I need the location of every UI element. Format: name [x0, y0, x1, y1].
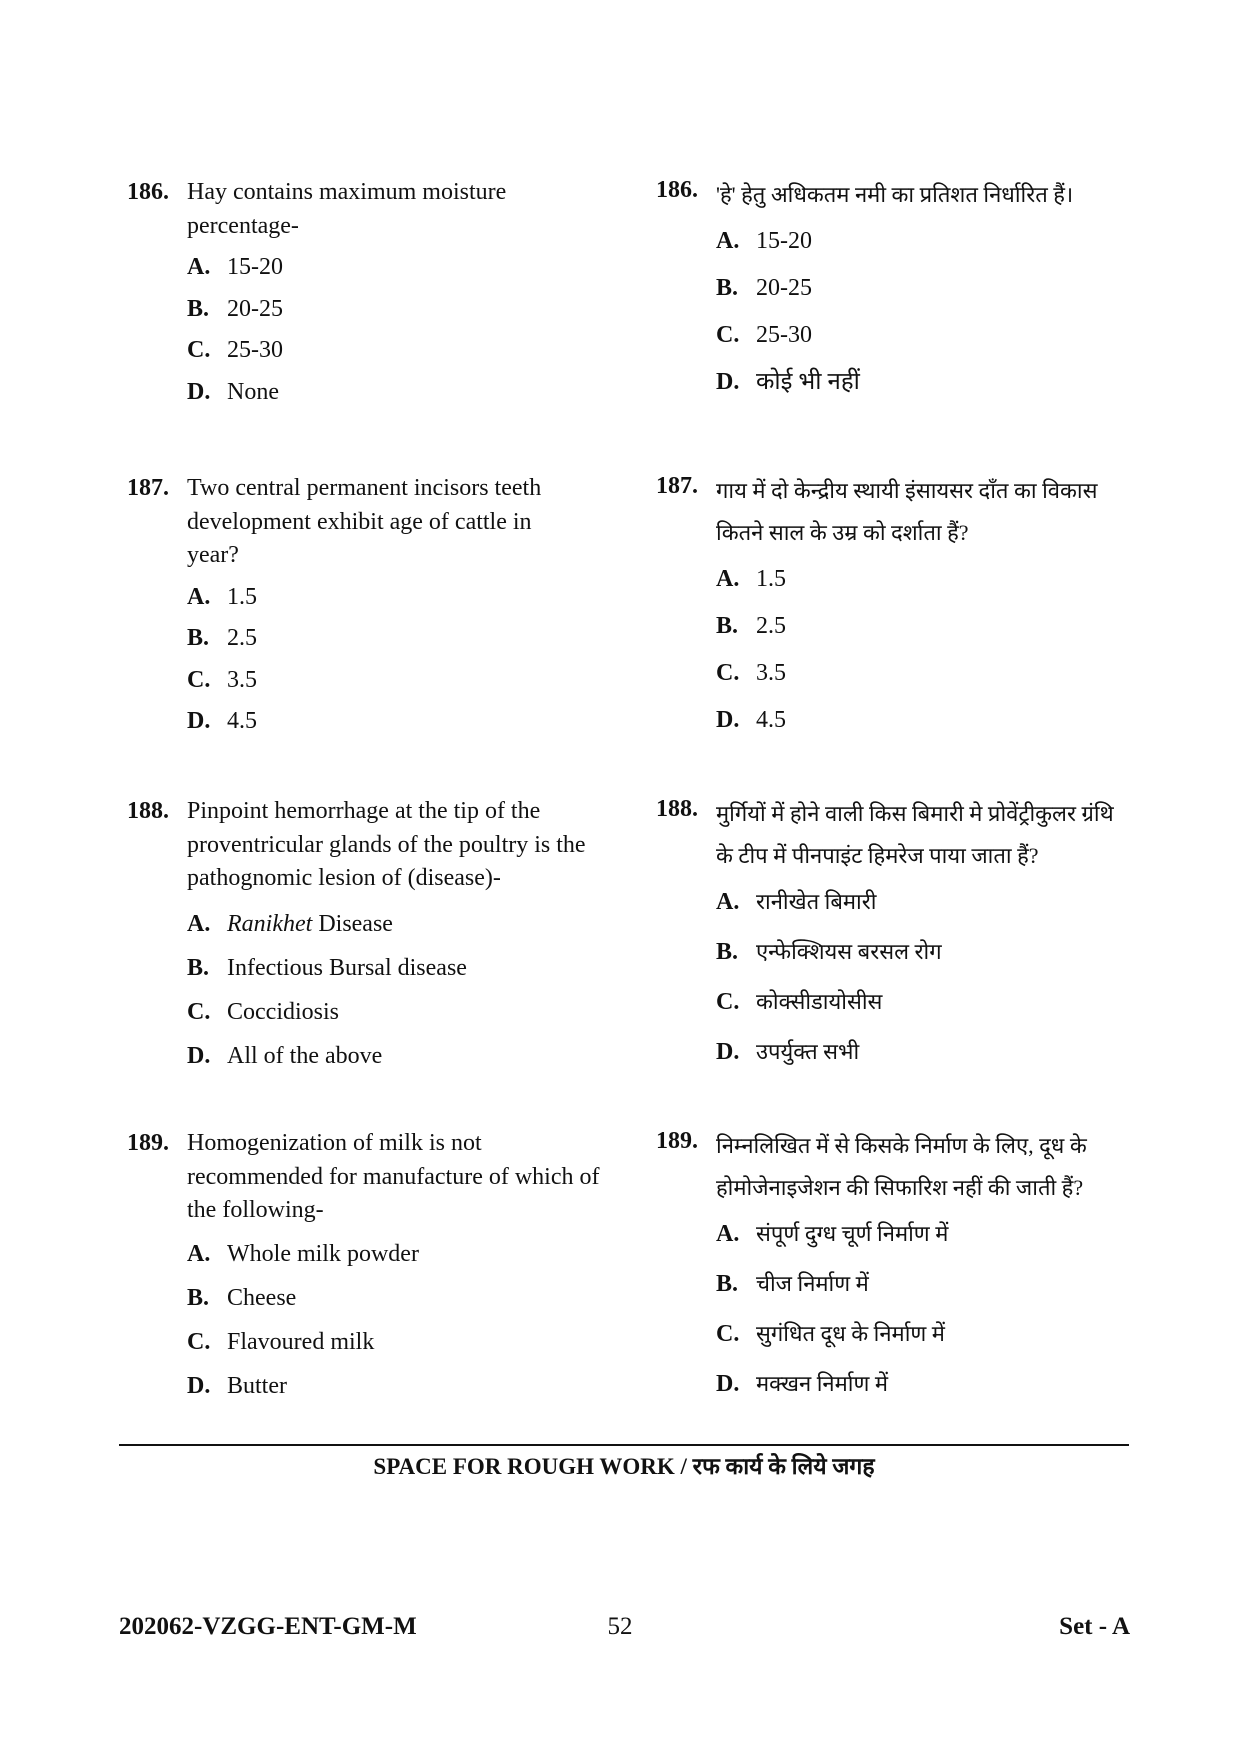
question-number: 189. — [656, 1128, 698, 1154]
option-c: C. सुगंधित दूध के निर्माण में — [716, 1321, 945, 1347]
question-number: 189. — [127, 1130, 169, 1156]
question-text: गाय में दो केन्द्रीय स्थायी इंसायसर दाँत का विकास कितने साल के उम्र को दर्शाता हैं? — [716, 478, 1098, 545]
question-number: 188. — [127, 798, 169, 824]
question-186-en — [127, 176, 627, 413]
options-list — [716, 218, 1126, 406]
option-b: B. 20-25 — [187, 295, 283, 322]
option-a: A. 1.5 — [187, 583, 257, 610]
option-b: B. चीज निर्माण में — [716, 1271, 869, 1297]
option-b: B. 2.5 — [187, 625, 257, 651]
question-189-en — [127, 1127, 627, 1408]
question-187-hi — [656, 470, 1126, 744]
options-list — [187, 247, 627, 413]
option-a: A. संपूर्ण दुग्ध चूर्ण निर्माण में — [716, 1221, 949, 1247]
option-d: D. 4.5 — [716, 707, 786, 733]
option-b: B. Cheese — [187, 1284, 297, 1311]
question-188-hi — [656, 793, 1126, 1077]
question-text: Two central permanent incisors teeth development exhibit age of cattle in year? — [187, 475, 542, 568]
option-b: B. 2.5 — [716, 613, 786, 639]
set-label: Set - A — [1059, 1613, 1130, 1640]
option-d: D. मक्खन निर्माण में — [716, 1371, 889, 1397]
options-list — [187, 902, 627, 1078]
question-text: Pinpoint hemorrhage at the tip of the proventricular glands of the poultry is the pathognomic lesion of (disease)- — [187, 798, 586, 891]
option-a: A. 1.5 — [716, 566, 786, 592]
question-186-hi — [656, 174, 1126, 406]
option-d: D. None — [187, 378, 279, 405]
option-b: B. Infectious Bursal disease — [187, 954, 467, 981]
options-list — [187, 577, 627, 743]
option-c: C. 25-30 — [716, 322, 812, 348]
option-d: D. उपर्युक्त सभी — [716, 1039, 860, 1065]
option-a: A. 15-20 — [716, 228, 812, 254]
option-c: C. 3.5 — [187, 666, 257, 693]
question-187-en — [127, 472, 627, 743]
option-d: D. कोई भी नहीं — [716, 369, 860, 395]
question-text: मुर्गियों में होने वाली किस बिमारी मे प्रोवेंट्रीकुलर ग्रंथि के टीप में पीनपाइंट हिमरेज पाया जाता हैं? — [716, 801, 1114, 868]
paper-code: 202062-VZGG-ENT-GM-M — [119, 1613, 417, 1640]
question-number: 187. — [127, 475, 169, 501]
page-number: 52 — [607, 1613, 633, 1640]
question-text: Homogenization of milk is not recommended for manufacture of which of the following- — [187, 1130, 600, 1223]
option-c: C. कोक्सीडायोसीस — [716, 989, 883, 1015]
rough-work-label: SPACE FOR ROUGH WORK / रफ कार्य के लिये जगह — [373, 1454, 875, 1479]
question-number: 188. — [656, 796, 698, 822]
option-a: A. Ranikhet Disease — [187, 910, 393, 937]
option-b: B. एन्फेक्शियस बरसल रोग — [716, 939, 942, 965]
option-c: C. Coccidiosis — [187, 998, 339, 1025]
option-d: D. Butter — [187, 1372, 287, 1399]
question-188-en — [127, 795, 627, 1078]
question-text: निम्नलिखित में से किसके निर्माण के लिए, दूध के होमोजेनाइजेशन की सिफारिश नहीं की जाती हैं? — [716, 1133, 1087, 1200]
option-d: D. 4.5 — [187, 708, 257, 734]
option-b: B. 20-25 — [716, 275, 812, 301]
option-a: A. रानीखेत बिमारी — [716, 889, 877, 915]
question-text: 'हे' हेतु अधिकतम नमी का प्रतिशत निर्धारित हैं। — [716, 182, 1074, 207]
options-list — [716, 556, 1126, 744]
question-189-hi — [656, 1125, 1126, 1409]
option-a: A. 15-20 — [187, 254, 283, 280]
divider-line — [119, 1444, 1129, 1446]
question-text: Hay contains maximum moisture percentage- — [187, 179, 507, 239]
option-c: C. 3.5 — [716, 660, 786, 686]
question-number: 186. — [127, 179, 169, 205]
question-number: 187. — [656, 473, 698, 499]
option-c: C. 25-30 — [187, 337, 283, 363]
options-list — [716, 1209, 1126, 1409]
option-d: D. All of the above — [187, 1042, 383, 1069]
option-a: A. Whole milk powder — [187, 1240, 419, 1267]
options-list — [187, 1232, 627, 1408]
option-c: C. Flavoured milk — [187, 1328, 375, 1355]
question-number: 186. — [656, 177, 698, 203]
options-list — [716, 877, 1126, 1077]
